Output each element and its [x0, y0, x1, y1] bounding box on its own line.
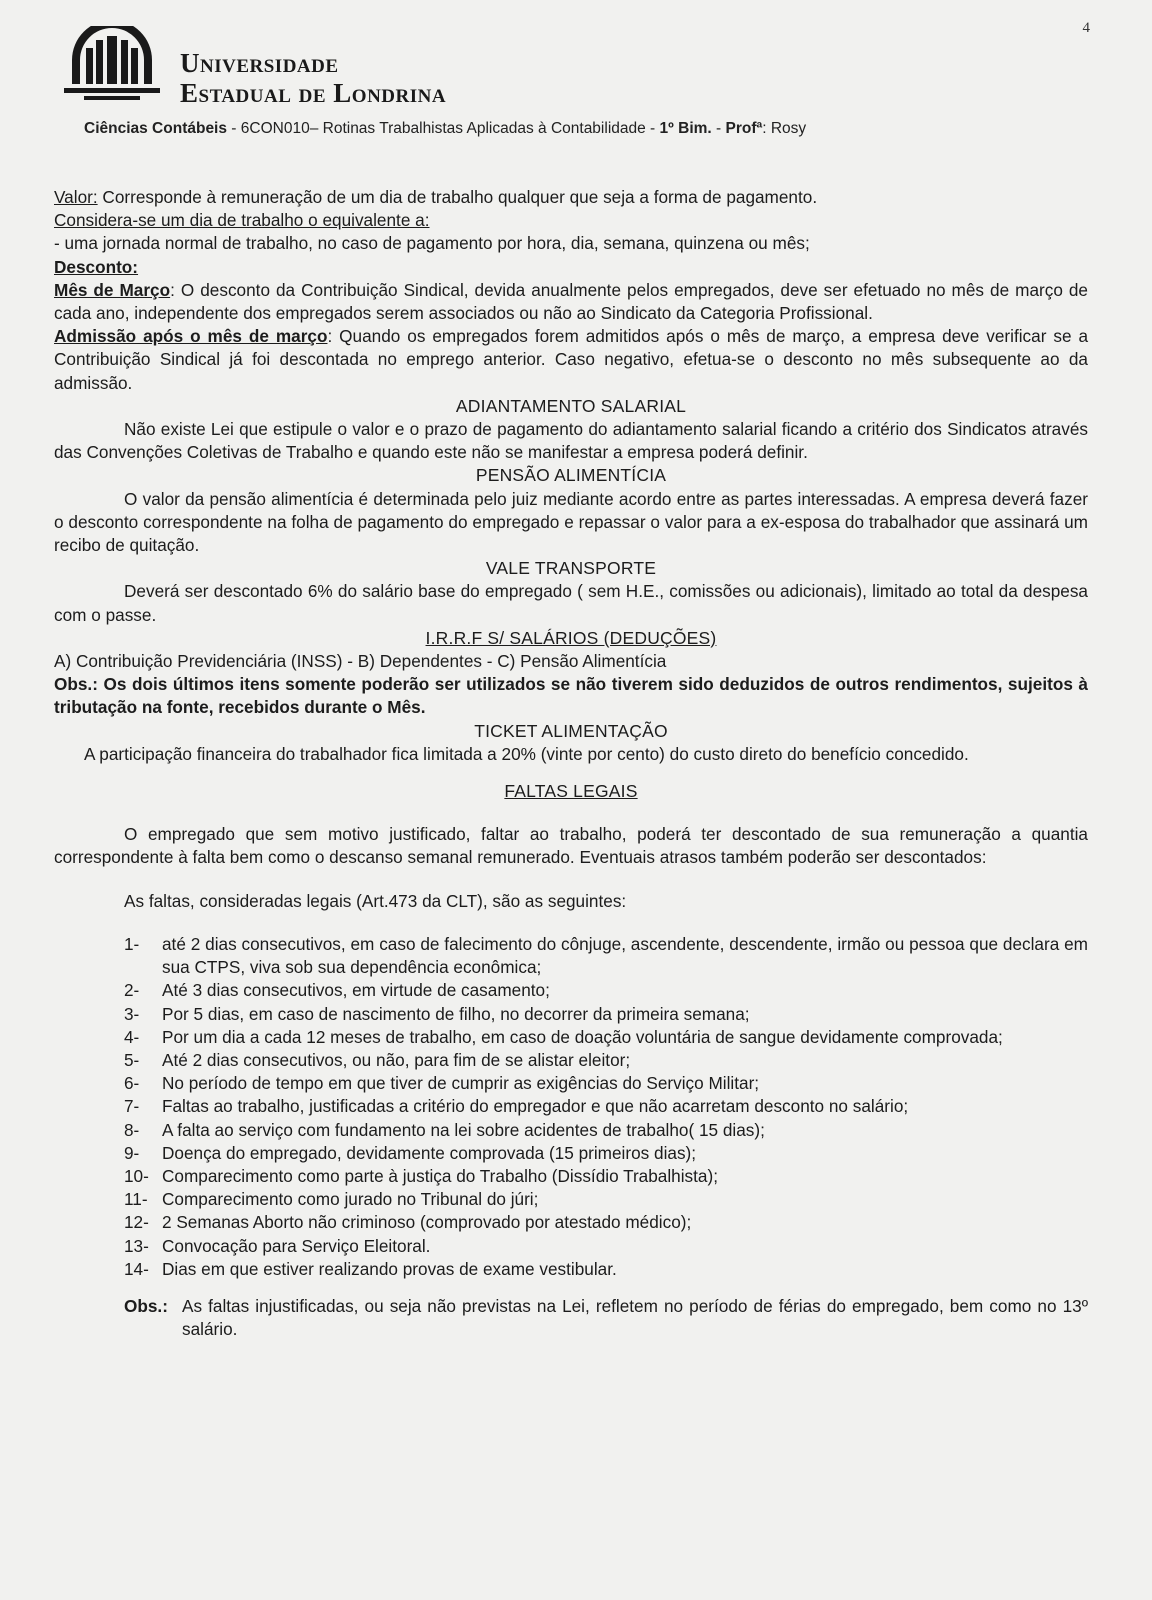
- jornada-line: - uma jornada normal de trabalho, no caso de pagamento por hora, dia, semana, quinzena ou mês;: [54, 233, 810, 254]
- list-item-number: 2-: [124, 980, 140, 1001]
- list-item: [54, 1188, 1088, 1211]
- list-item-text: 2 Semanas Aborto não criminoso (comprovado por atestado médico);: [162, 1212, 692, 1233]
- admissao-paragraph: [54, 325, 1088, 395]
- valor-label: Valor:: [54, 187, 98, 207]
- list-item-number: 9-: [124, 1142, 140, 1163]
- desconto-heading: Desconto:: [54, 256, 139, 277]
- faltas-intro: O empregado que sem motivo justificado, faltar ao trabalho, poderá ter descontado de sua remuneração a quantia correspondente à falta bem como o descanso semanal remunerado. Eventuais atrasos também poderão ser descontados:: [54, 824, 1088, 868]
- faltas-list: [54, 933, 1088, 1281]
- final-obs-label: Obs.:: [124, 1295, 168, 1316]
- vale-title: VALE TRANSPORTE: [485, 558, 657, 579]
- list-item: [54, 979, 1088, 1002]
- list-item-text: No período de tempo em que tiver de cumprir as exigências do Serviço Militar;: [162, 1073, 760, 1094]
- prof-label: Profª: [725, 120, 763, 137]
- list-item: [54, 1235, 1088, 1258]
- considera-line: Considera-se um dia de trabalho o equivalente a:: [54, 210, 430, 231]
- admissao-label: Admissão após o mês de março: [54, 326, 328, 347]
- list-item-text: Comparecimento como parte à justiça do Trabalho (Dissídio Trabalhista);: [162, 1165, 718, 1186]
- list-item: [54, 1142, 1088, 1165]
- list-item: [54, 1095, 1088, 1118]
- list-item-text: Por 5 dias, em caso de nascimento de filho, no decorrer da primeira semana;: [162, 1003, 750, 1024]
- adiantamento-text: Não existe Lei que estipule o valor e o prazo de pagamento do adiantamento salarial ficando a critério dos Sindicatos através das Convenções Coletivas de Trabalho e quando este não se manifestar a empresa poderá definir.: [54, 419, 1088, 463]
- document-body: [54, 186, 1088, 1359]
- university-logo-icon: [60, 26, 164, 102]
- list-item: [54, 1072, 1088, 1095]
- faltas-lead: As faltas, consideradas legais (Art.473 da CLT), são as seguintes:: [124, 890, 627, 911]
- list-item-text: Até 2 dias consecutivos, ou não, para fim de se alistar eleitor;: [162, 1049, 631, 1070]
- ticket-title: TICKET ALIMENTAÇÃO: [474, 720, 668, 741]
- university-name-line1: Universidade: [180, 48, 339, 78]
- list-item-number: 5-: [124, 1049, 140, 1070]
- course-label: Ciências Contábeis: [84, 120, 227, 137]
- final-obs: [54, 1295, 1088, 1341]
- irrf-title: I.R.R.F S/ SALÁRIOS (DEDUÇÕES): [425, 627, 717, 648]
- list-item-text: Dias em que estiver realizando provas de exame vestibular.: [162, 1258, 617, 1279]
- list-item: [54, 1026, 1088, 1049]
- irrf-obs: Obs.: Os dois últimos itens somente poderão ser utilizados se não tiverem sido deduzidos de outros rendimentos, sujeitos à tributação na fonte, recebidos durante o Mês.: [54, 674, 1088, 718]
- list-item: [54, 1049, 1088, 1072]
- list-item-text: Até 3 dias consecutivos, em virtude de casamento;: [162, 980, 550, 1001]
- list-item-text: A falta ao serviço com fundamento na lei sobre acidentes de trabalho( 15 dias);: [162, 1119, 765, 1140]
- spacer: [54, 870, 1088, 890]
- marco-paragraph: [54, 279, 1088, 325]
- admissao-text: : Quando os empregados forem admitidos após o mês de março, a empresa deve verificar se a Contribuição Sindical já foi descontada no emprego anterior. Caso negativo, efetua-se o desconto no mês subsequente ao da admissão.: [54, 326, 1088, 393]
- separator: -: [711, 120, 726, 137]
- list-item-number: 10-: [124, 1165, 149, 1186]
- irrf-items: A) Contribuição Previdenciária (INSS) - B) Dependentes - C) Pensão Alimentícia: [54, 651, 667, 672]
- ticket-text: A participação financeira do trabalhador fica limitada a 20% (vinte por cento) do custo direto do benefício concedido.: [84, 743, 969, 764]
- pensao-text: O valor da pensão alimentícia é determinada pelo juiz mediante acordo entre as partes interessadas. A empresa deverá fazer o desconto correspondente na folha de pagamento do empregado e repassar o valor para a ex-esposa do trabalhador que assinará um recibo de quitação.: [54, 488, 1088, 556]
- university-name: [180, 48, 446, 108]
- course-line: [84, 120, 806, 138]
- list-item-number: 12-: [124, 1212, 149, 1233]
- list-item-text: Faltas ao trabalho, justificadas a critério do empregador e que não acarretam desconto no salário;: [162, 1096, 909, 1117]
- list-item-number: 1-: [124, 933, 140, 954]
- list-item-text: Comparecimento como jurado no Tribunal do júri;: [162, 1189, 539, 1210]
- list-item-number: 8-: [124, 1119, 140, 1140]
- list-item: [54, 1211, 1088, 1234]
- list-item-number: 3-: [124, 1003, 140, 1024]
- list-item-number: 14-: [124, 1258, 149, 1279]
- list-item: [54, 1258, 1088, 1281]
- list-item: [54, 1003, 1088, 1026]
- vale-text: Deverá ser descontado 6% do salário base do empregado ( sem H.E., comissões ou adicionais), limitado ao total da despesa com o passe.: [54, 581, 1088, 625]
- adiantamento-title: ADIANTAMENTO SALARIAL: [455, 395, 687, 416]
- list-item-number: 11-: [124, 1189, 148, 1210]
- list-item-text: Convocação para Serviço Eleitoral.: [162, 1235, 431, 1256]
- list-item: [54, 1119, 1088, 1142]
- course-text: - 6CON010– Rotinas Trabalhistas Aplicadas à Contabilidade -: [227, 120, 660, 137]
- university-name-line2: Estadual de Londrina: [180, 78, 447, 108]
- list-item-text: Por um dia a cada 12 meses de trabalho, em caso de doação voluntária de sangue devidamente comprovada;: [162, 1026, 1003, 1047]
- marco-text: : O desconto da Contribuição Sindical, devida anualmente pelos empregados, deve ser efetuado no mês de março de cada ano, independente dos empregados serem associados ou não ao Sindicato da Categoria Profissional.: [54, 279, 1088, 324]
- list-item-number: 7-: [124, 1096, 140, 1117]
- pensao-title: PENSÃO ALIMENTÍCIA: [475, 465, 667, 486]
- marco-label: Mês de Março: [54, 279, 171, 300]
- bim-label: 1º Bim.: [659, 120, 712, 137]
- valor-text: Corresponde à remuneração de um dia de trabalho qualquer que seja a forma de pagamento.: [97, 187, 818, 207]
- list-item-number: 6-: [124, 1073, 140, 1094]
- list-item-number: 13-: [124, 1235, 149, 1256]
- document-header: [60, 22, 1100, 142]
- list-item-text: Doença do empregado, devidamente comprovada (15 primeiros dias);: [162, 1142, 697, 1163]
- list-item: [54, 1165, 1088, 1188]
- valor-paragraph: [54, 186, 1088, 209]
- prof-name: : Rosy: [762, 120, 807, 137]
- list-item-text: até 2 dias consecutivos, em caso de falecimento do cônjuge, ascendente, descendente, irmão ou pessoa que declara em sua CTPS, viva sob sua dependência econômica;: [162, 933, 1088, 978]
- faltas-title: FALTAS LEGAIS: [504, 781, 638, 802]
- list-item-number: 4-: [124, 1026, 140, 1047]
- spacer: [54, 913, 1088, 933]
- final-obs-text: As faltas injustificadas, ou seja não previstas na Lei, refletem no período de férias do empregado, bem como no 13º salário.: [182, 1295, 1088, 1340]
- list-item: [54, 933, 1088, 979]
- page-number: 4: [1082, 20, 1090, 36]
